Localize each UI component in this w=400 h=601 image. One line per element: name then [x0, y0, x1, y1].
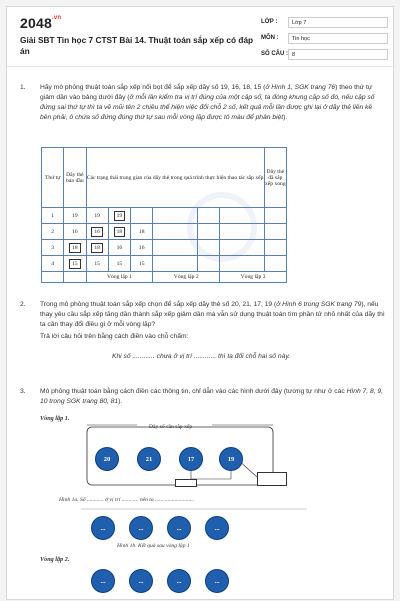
- count-row: SỐ CÂU : 8: [261, 49, 389, 62]
- number-circle: 20: [95, 447, 119, 471]
- blank-circle: ...: [91, 569, 115, 593]
- question-1-text: Hãy mô phỏng thuật toán sắp xếp nổi bọt để sắp xếp dãy số 19, 16, 18, 15 (ở Hình 1, SGK trang 76) theo thứ tự giảm dần vào bảng dưới đây (ở mỗi lần kiểm tra vị trí đúng của một cặp số, ta đóng khung cặp số đó, nếu cặp số đứng sai thứ tự thì ta vẽ mũi tên 2 chiều thể hiện việc đổi chỗ 2 số, kết quả mỗi lần được ghi lại ở dãy thẻ liền kề bên phải, ô chứa số đứng đúng thứ tự sau mỗi vòng lặp được tô màu để phân biệt).: [40, 84, 375, 121]
- document-page: [6, 6, 394, 600]
- caption-1b: Hình 1b. Kết quả sau vòng lặp 1: [117, 543, 190, 549]
- number-circle: 19: [219, 447, 243, 471]
- subject-field: Tin học: [288, 33, 388, 44]
- figure-1-lines: [7, 7, 395, 601]
- blank-circle: ...: [91, 516, 115, 540]
- question-2-fill-line: Khi số ............ chưa ở vị trí ............ thì ta đổi chỗ hai số này.: [112, 353, 291, 360]
- blank-circle: ...: [205, 569, 229, 593]
- loop-2-label: Vòng lặp 2.: [40, 556, 70, 563]
- question-1-number: 1.: [20, 84, 26, 91]
- sequence-label: Dãy số cần sắp xếp: [149, 424, 193, 430]
- answer-box[interactable]: [257, 472, 287, 486]
- site-logo[interactable]: $2048^{.vn}$: [20, 15, 62, 31]
- table-row: 4 15 15 15 15: [42, 256, 287, 272]
- question-3-number: 3.: [20, 388, 26, 395]
- question-2-text: Trong mô phỏng thuật toán sắp xếp chọn để sắp xếp dãy thẻ số 20, 21, 17, 19 (ở Hình 6 trong SGK trang 79), nếu thay yêu cầu sắp xếp tăng dần thành sắp xếp giảm dần mà vẫn sử dụng thuật toán tìm phần tử nhỏ nhất của dãy thì ta cần thay đổi điều gì ở mỗi vòng lặp?: [40, 301, 385, 328]
- blank-circle: ...: [167, 569, 191, 593]
- page-title: Giải SBT Tin học 7 CTST Bài 14. Thuật toán sắp xếp có đáp án: [20, 35, 254, 56]
- table-row: 2 16 16 18 18: [42, 224, 287, 240]
- question-3-text: Mô phỏng thuật toán bằng cách điền các thông tin, chỉ dẫn vào các hình dưới đây (tương tự như ở các Hình 7, 8, 9, 10 trong SGK trang 80, 81).: [40, 388, 383, 405]
- blank-circle: ...: [205, 516, 229, 540]
- count-field: 8: [288, 49, 388, 60]
- subject-row: MÔN : Tin học: [261, 33, 389, 46]
- table-row: 3 18 18 16 16: [42, 240, 287, 256]
- answer-box[interactable]: [175, 479, 197, 487]
- question-2-number: 2.: [20, 301, 26, 308]
- number-circle: 21: [137, 447, 161, 471]
- table-header-row: Thứ tự Dãy thẻ ban đầu Các trạng thái trung gian của dãy thẻ trong quá trình thực hiện thao tác sắp xếp Dãy thẻ đã sắp xếp xong: [42, 148, 287, 208]
- loop-1-label: Vòng lặp 1.: [40, 415, 70, 422]
- blank-circle: ...: [167, 516, 191, 540]
- question-2-instruction: Trả lời câu hỏi trên bằng cách điền vào chỗ chấm:: [40, 333, 189, 340]
- caption-1a: Hình 1a. Số ............ ở vị trí ............ nên ta ............................: [59, 497, 195, 503]
- number-circle: 17: [179, 447, 203, 471]
- table-row: 1 19 19 19: [42, 208, 287, 224]
- table-loop-row: Vòng lặp 1 Vòng lặp 2 Vòng lặp 3: [42, 272, 287, 283]
- grade-row: LỚP : Lớp 7: [261, 17, 389, 30]
- blank-circle: ...: [129, 569, 153, 593]
- blank-circle: ...: [129, 516, 153, 540]
- grade-field: Lớp 7: [288, 17, 388, 28]
